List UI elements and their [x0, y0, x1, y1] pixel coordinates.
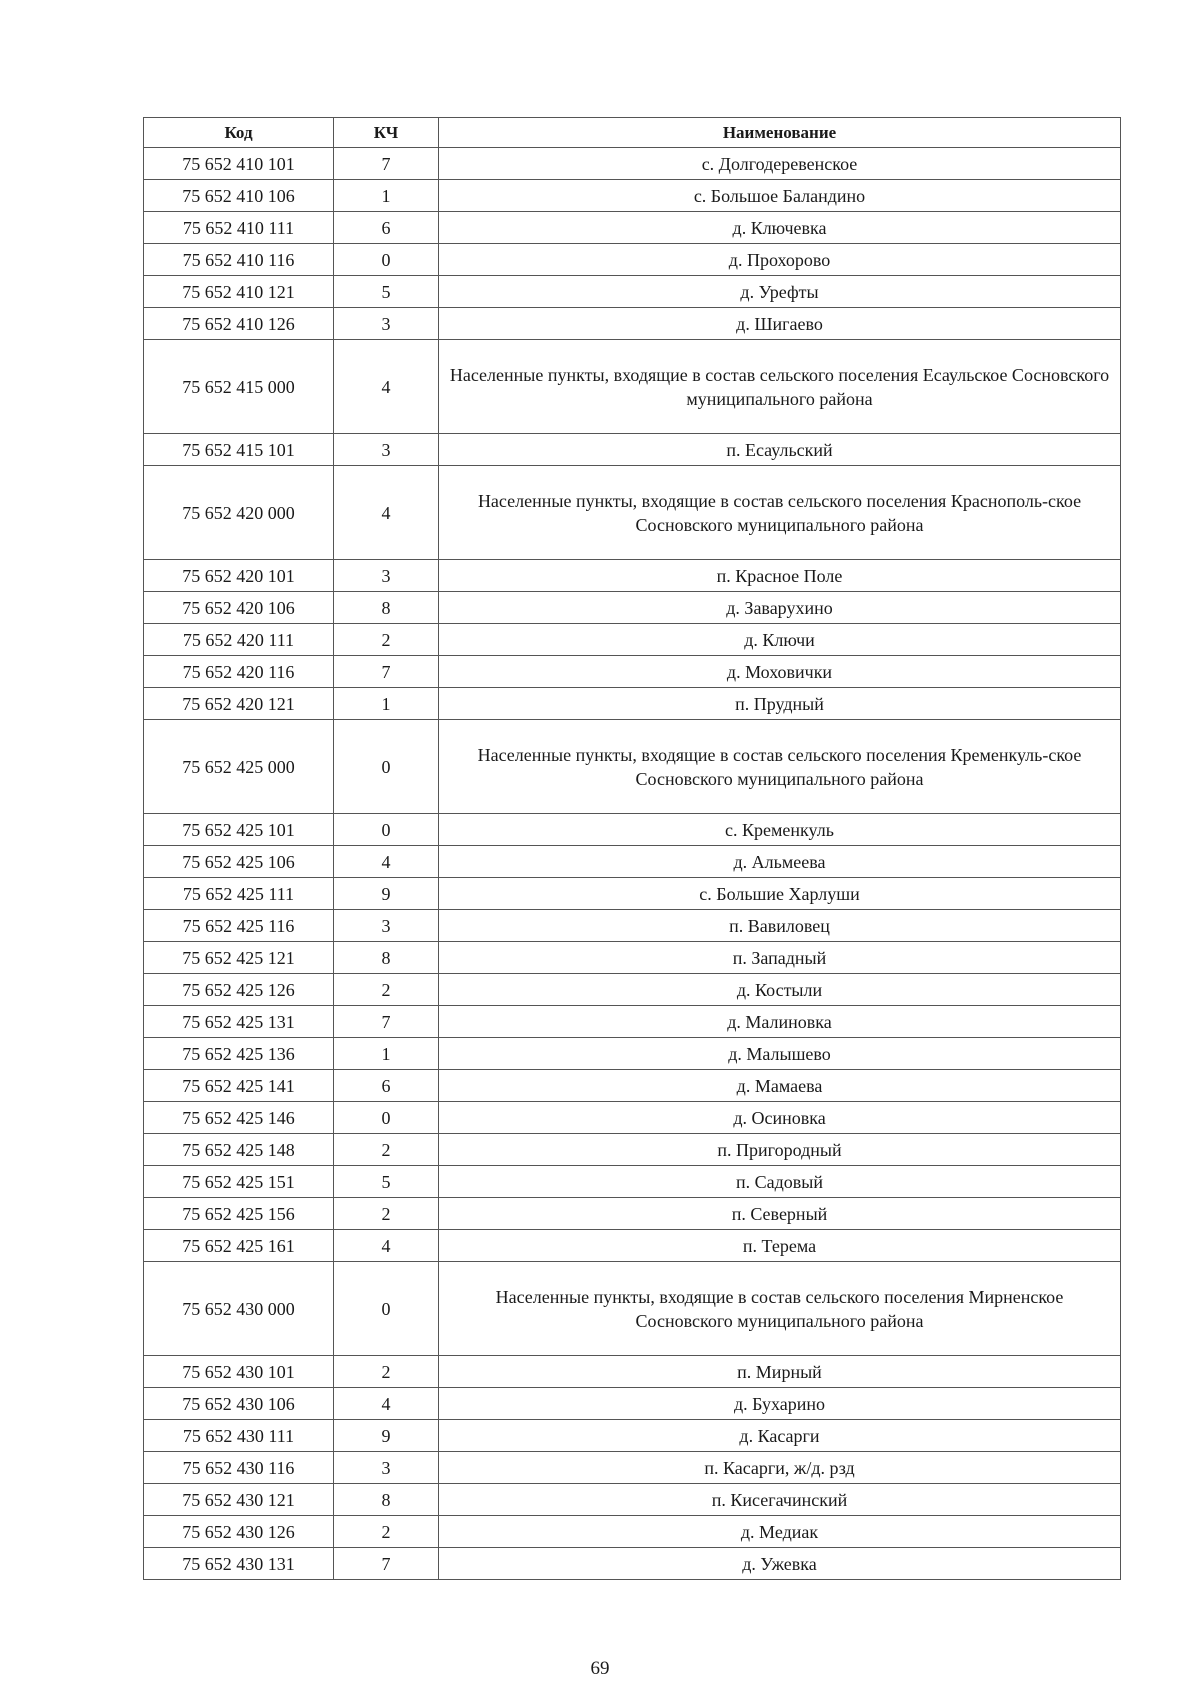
table-row — [144, 974, 1121, 1006]
table-row — [144, 910, 1121, 942]
cell-kch: 1 — [334, 1038, 439, 1070]
cell-code: 75 652 410 116 — [144, 244, 334, 276]
cell-code: 75 652 410 111 — [144, 212, 334, 244]
cell-name: п. Мирный — [439, 1356, 1121, 1388]
cell-code: 75 652 425 106 — [144, 846, 334, 878]
table-group-row — [144, 1262, 1121, 1356]
cell-kch: 4 — [334, 1230, 439, 1262]
cell-name: д. Малышево — [439, 1038, 1121, 1070]
cell-name: п. Кисегачинский — [439, 1484, 1121, 1516]
table-group-row — [144, 720, 1121, 814]
cell-name: д. Костыли — [439, 974, 1121, 1006]
cell-name: д. Ключи — [439, 624, 1121, 656]
header-kch: КЧ — [334, 118, 439, 148]
table-row — [144, 1548, 1121, 1580]
table-row — [144, 148, 1121, 180]
header-row — [144, 118, 1121, 148]
cell-kch: 2 — [334, 1134, 439, 1166]
cell-name: д. Мамаева — [439, 1070, 1121, 1102]
cell-name: п. Есаульский — [439, 434, 1121, 466]
cell-name: п. Прудный — [439, 688, 1121, 720]
cell-kch: 8 — [334, 942, 439, 974]
cell-kch: 6 — [334, 1070, 439, 1102]
cell-name: д. Ужевка — [439, 1548, 1121, 1580]
table-row — [144, 244, 1121, 276]
cell-kch: 5 — [334, 1166, 439, 1198]
cell-kch: 4 — [334, 1388, 439, 1420]
cell-kch: 9 — [334, 1420, 439, 1452]
cell-kch: 4 — [334, 466, 439, 560]
cell-kch: 2 — [334, 974, 439, 1006]
cell-code: 75 652 420 101 — [144, 560, 334, 592]
cell-code: 75 652 425 101 — [144, 814, 334, 846]
cell-kch: 6 — [334, 212, 439, 244]
table-row — [144, 1102, 1121, 1134]
cell-kch: 0 — [334, 814, 439, 846]
cell-code: 75 652 425 141 — [144, 1070, 334, 1102]
table-row — [144, 592, 1121, 624]
cell-kch: 0 — [334, 1102, 439, 1134]
table-row — [144, 1166, 1121, 1198]
cell-name: с. Долгодеревенское — [439, 148, 1121, 180]
cell-kch: 8 — [334, 1484, 439, 1516]
cell-code: 75 652 430 000 — [144, 1262, 334, 1356]
table-row — [144, 1420, 1121, 1452]
table-row — [144, 308, 1121, 340]
cell-name: с. Большое Баландино — [439, 180, 1121, 212]
cell-name: п. Садовый — [439, 1166, 1121, 1198]
table-row — [144, 276, 1121, 308]
table-row — [144, 180, 1121, 212]
cell-name: д. Шигаево — [439, 308, 1121, 340]
table-row — [144, 1006, 1121, 1038]
cell-kch: 7 — [334, 656, 439, 688]
cell-kch: 2 — [334, 624, 439, 656]
cell-code: 75 652 425 116 — [144, 910, 334, 942]
header-code: Код — [144, 118, 334, 148]
cell-code: 75 652 425 146 — [144, 1102, 334, 1134]
cell-kch: 1 — [334, 180, 439, 212]
cell-name: д. Медиак — [439, 1516, 1121, 1548]
header-name: Наименование — [439, 118, 1121, 148]
classifier-table — [143, 117, 1121, 1580]
cell-kch: 4 — [334, 340, 439, 434]
page-number: 69 — [590, 1658, 610, 1679]
table-row — [144, 1198, 1121, 1230]
table-row — [144, 434, 1121, 466]
cell-kch: 2 — [334, 1198, 439, 1230]
table-row — [144, 1230, 1121, 1262]
cell-code: 75 652 410 126 — [144, 308, 334, 340]
table-row — [144, 1038, 1121, 1070]
cell-kch: 7 — [334, 1548, 439, 1580]
table-row — [144, 1452, 1121, 1484]
cell-code: 75 652 430 131 — [144, 1548, 334, 1580]
cell-kch: 2 — [334, 1356, 439, 1388]
cell-kch: 7 — [334, 148, 439, 180]
cell-name: с. Кременкуль — [439, 814, 1121, 846]
cell-code: 75 652 420 121 — [144, 688, 334, 720]
cell-kch: 5 — [334, 276, 439, 308]
cell-name: Населенные пункты, входящие в состав сельского поселения Кременкуль-ское Сосновского муниципального района — [439, 720, 1121, 814]
cell-code: 75 652 430 111 — [144, 1420, 334, 1452]
cell-code: 75 652 430 126 — [144, 1516, 334, 1548]
cell-code: 75 652 425 000 — [144, 720, 334, 814]
cell-name: п. Терема — [439, 1230, 1121, 1262]
cell-name: д. Урефты — [439, 276, 1121, 308]
cell-code: 75 652 415 101 — [144, 434, 334, 466]
table-row — [144, 1070, 1121, 1102]
table-row — [144, 878, 1121, 910]
cell-code: 75 652 425 136 — [144, 1038, 334, 1070]
cell-name: д. Заварухино — [439, 592, 1121, 624]
cell-name: п. Пригородный — [439, 1134, 1121, 1166]
table-row — [144, 212, 1121, 244]
cell-name: д. Ключевка — [439, 212, 1121, 244]
table-row — [144, 1484, 1121, 1516]
table-row — [144, 1134, 1121, 1166]
cell-kch: 1 — [334, 688, 439, 720]
table-group-row — [144, 340, 1121, 434]
cell-name: п. Красное Поле — [439, 560, 1121, 592]
cell-kch: 0 — [334, 720, 439, 814]
cell-name: Населенные пункты, входящие в состав сельского поселения Мирненское Сосновского муниципального района — [439, 1262, 1121, 1356]
cell-code: 75 652 425 126 — [144, 974, 334, 1006]
cell-kch: 9 — [334, 878, 439, 910]
cell-name: д. Бухарино — [439, 1388, 1121, 1420]
cell-name: д. Малиновка — [439, 1006, 1121, 1038]
table-row — [144, 656, 1121, 688]
cell-code: 75 652 430 101 — [144, 1356, 334, 1388]
table-row — [144, 560, 1121, 592]
cell-code: 75 652 425 111 — [144, 878, 334, 910]
table-row — [144, 942, 1121, 974]
cell-code: 75 652 425 131 — [144, 1006, 334, 1038]
cell-code: 75 652 430 106 — [144, 1388, 334, 1420]
cell-name: п. Касарги, ж/д. рзд — [439, 1452, 1121, 1484]
cell-kch: 3 — [334, 910, 439, 942]
cell-code: 75 652 425 121 — [144, 942, 334, 974]
cell-code: 75 652 410 101 — [144, 148, 334, 180]
cell-name: Населенные пункты, входящие в состав сельского поселения Краснополь-ское Сосновского муниципального района — [439, 466, 1121, 560]
cell-name: п. Северный — [439, 1198, 1121, 1230]
table-row — [144, 624, 1121, 656]
cell-code: 75 652 425 151 — [144, 1166, 334, 1198]
table-row — [144, 688, 1121, 720]
cell-code: 75 652 420 111 — [144, 624, 334, 656]
table-group-row — [144, 466, 1121, 560]
cell-name: д. Касарги — [439, 1420, 1121, 1452]
cell-name: д. Осиновка — [439, 1102, 1121, 1134]
cell-kch: 8 — [334, 592, 439, 624]
cell-code: 75 652 420 116 — [144, 656, 334, 688]
table-body — [144, 148, 1121, 1580]
cell-name: Населенные пункты, входящие в состав сельского поселения Есаульское Сосновского муниципального района — [439, 340, 1121, 434]
cell-kch: 3 — [334, 560, 439, 592]
cell-kch: 0 — [334, 1262, 439, 1356]
cell-code: 75 652 425 156 — [144, 1198, 334, 1230]
table-row — [144, 814, 1121, 846]
table-row — [144, 1388, 1121, 1420]
cell-code: 75 652 420 000 — [144, 466, 334, 560]
cell-code: 75 652 430 121 — [144, 1484, 334, 1516]
cell-name: п. Западный — [439, 942, 1121, 974]
cell-code: 75 652 420 106 — [144, 592, 334, 624]
cell-kch: 4 — [334, 846, 439, 878]
table-row — [144, 846, 1121, 878]
cell-name: с. Большие Харлуши — [439, 878, 1121, 910]
cell-code: 75 652 430 116 — [144, 1452, 334, 1484]
cell-name: д. Прохорово — [439, 244, 1121, 276]
cell-kch: 0 — [334, 244, 439, 276]
cell-code: 75 652 425 148 — [144, 1134, 334, 1166]
cell-code: 75 652 415 000 — [144, 340, 334, 434]
cell-kch: 3 — [334, 1452, 439, 1484]
cell-name: п. Вавиловец — [439, 910, 1121, 942]
cell-kch: 3 — [334, 308, 439, 340]
cell-kch: 3 — [334, 434, 439, 466]
cell-kch: 2 — [334, 1516, 439, 1548]
cell-name: д. Альмеева — [439, 846, 1121, 878]
cell-code: 75 652 410 121 — [144, 276, 334, 308]
cell-code: 75 652 410 106 — [144, 180, 334, 212]
cell-kch: 7 — [334, 1006, 439, 1038]
cell-code: 75 652 425 161 — [144, 1230, 334, 1262]
table-row — [144, 1516, 1121, 1548]
cell-name: д. Моховички — [439, 656, 1121, 688]
table-row — [144, 1356, 1121, 1388]
table-header — [144, 118, 1121, 148]
